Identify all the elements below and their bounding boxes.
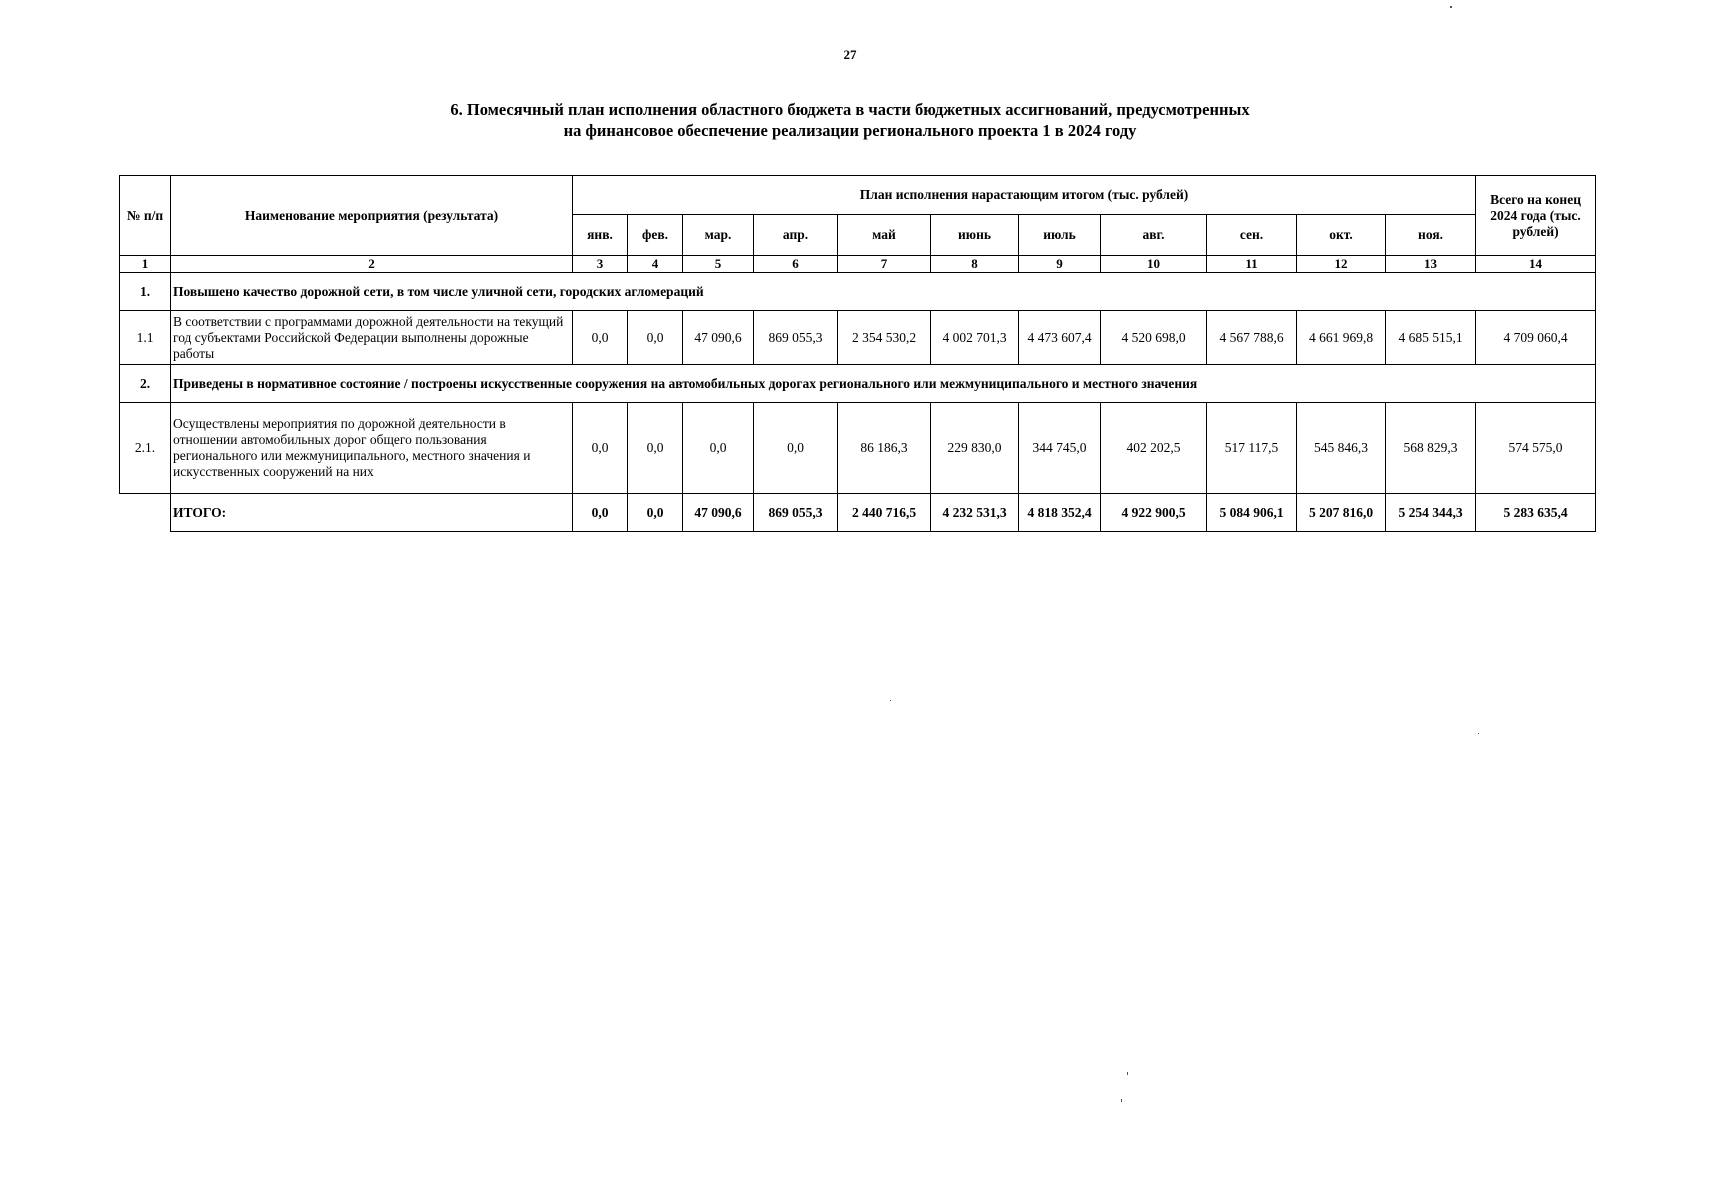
document-title [0,99,1700,141]
item-value: 344 745,0 [1019,403,1101,494]
total-value: 4 232 531,3 [931,494,1019,532]
total-value: 4 818 352,4 [1019,494,1101,532]
title-line-1: 6. Помесячный план исполнения областного бюджета в части бюджетных ассигнований, предусмотренных [450,100,1250,119]
scan-speck [1450,6,1452,8]
header-name: Наименование мероприятия (результата) [171,176,573,256]
column-number: 13 [1386,256,1476,273]
grand-total: 5 283 635,4 [1476,494,1596,532]
item-row-1-1 [120,311,1596,365]
item-value: 4 002 701,3 [931,311,1019,365]
header-month: июнь [931,215,1019,256]
item-row-2-1 [120,403,1596,494]
total-value: 5 207 816,0 [1297,494,1386,532]
column-number: 3 [573,256,628,273]
title-line-2: на финансовое обеспечение реализации регионального проекта 1 в 2024 году [563,121,1137,140]
item-value: 402 202,5 [1101,403,1207,494]
header-month: ноя. [1386,215,1476,256]
scan-speck [1121,1099,1122,1102]
item-value: 86 186,3 [838,403,931,494]
header-month: окт. [1297,215,1386,256]
total-value: 0,0 [573,494,628,532]
header-total: Всего на конец 2024 года (тыс. рублей) [1476,176,1596,256]
section-number: 1. [120,273,171,311]
budget-plan-table [119,175,1596,532]
total-value: 869 055,3 [754,494,838,532]
item-name: Осуществлены мероприятия по дорожной деятельности в отношении автомобильных дорог общего пользования регионального или межмуниципального, местного значения и искусственных сооружений на них [171,403,573,494]
item-value: 0,0 [628,403,683,494]
item-value: 0,0 [573,403,628,494]
total-value: 4 922 900,5 [1101,494,1207,532]
scan-speck [1127,1072,1128,1075]
item-value: 4 661 969,8 [1297,311,1386,365]
item-value: 4 520 698,0 [1101,311,1207,365]
total-value: 5 084 906,1 [1207,494,1297,532]
item-value: 0,0 [628,311,683,365]
column-number: 6 [754,256,838,273]
item-number: 2.1. [120,403,171,494]
total-value: 0,0 [628,494,683,532]
header-row-1 [120,176,1596,215]
column-number: 11 [1207,256,1297,273]
scan-speck [1478,733,1479,734]
item-name: В соответствии с программами дорожной деятельности на текущий год субъектами Российской Федерации выполнены дорожные работы [171,311,573,365]
item-value: 869 055,3 [754,311,838,365]
total-value: 2 440 716,5 [838,494,931,532]
item-value: 517 117,5 [1207,403,1297,494]
item-value: 2 354 530,2 [838,311,931,365]
item-value: 4 473 607,4 [1019,311,1101,365]
section-row-2 [120,365,1596,403]
total-label: ИТОГО: [171,494,573,532]
header-month: апр. [754,215,838,256]
item-total: 4 709 060,4 [1476,311,1596,365]
column-number-row [120,256,1596,273]
column-number: 9 [1019,256,1101,273]
column-number: 7 [838,256,931,273]
total-row [120,494,1596,532]
item-value: 0,0 [683,403,754,494]
item-total: 574 575,0 [1476,403,1596,494]
section-title: Приведены в нормативное состояние / построены искусственные сооружения на автомобильных дорогах регионального или межмуниципального и местного значения [171,365,1596,403]
column-number: 10 [1101,256,1207,273]
item-number: 1.1 [120,311,171,365]
header-plan-group: План исполнения нарастающим итогом (тыс. рублей) [573,176,1476,215]
column-number: 4 [628,256,683,273]
item-value: 0,0 [754,403,838,494]
total-value: 5 254 344,3 [1386,494,1476,532]
header-month: фев. [628,215,683,256]
column-number: 1 [120,256,171,273]
page-number: 27 [843,47,857,62]
column-number: 12 [1297,256,1386,273]
total-value: 47 090,6 [683,494,754,532]
header-month: авг. [1101,215,1207,256]
item-value: 229 830,0 [931,403,1019,494]
scan-speck [890,700,891,701]
header-month: сен. [1207,215,1297,256]
column-number: 14 [1476,256,1596,273]
header-month: мар. [683,215,754,256]
item-value: 4 685 515,1 [1386,311,1476,365]
column-number: 8 [931,256,1019,273]
item-value: 4 567 788,6 [1207,311,1297,365]
item-value: 568 829,3 [1386,403,1476,494]
header-month: янв. [573,215,628,256]
item-value: 545 846,3 [1297,403,1386,494]
header-month: июль [1019,215,1101,256]
header-month: май [838,215,931,256]
total-blank-cell [120,494,171,532]
item-value: 0,0 [573,311,628,365]
item-value: 47 090,6 [683,311,754,365]
section-title: Повышено качество дорожной сети, в том числе уличной сети, городских агломераций [171,273,1596,311]
column-number: 2 [171,256,573,273]
header-num: № п/п [120,176,171,256]
section-row-1 [120,273,1596,311]
column-number: 5 [683,256,754,273]
section-number: 2. [120,365,171,403]
